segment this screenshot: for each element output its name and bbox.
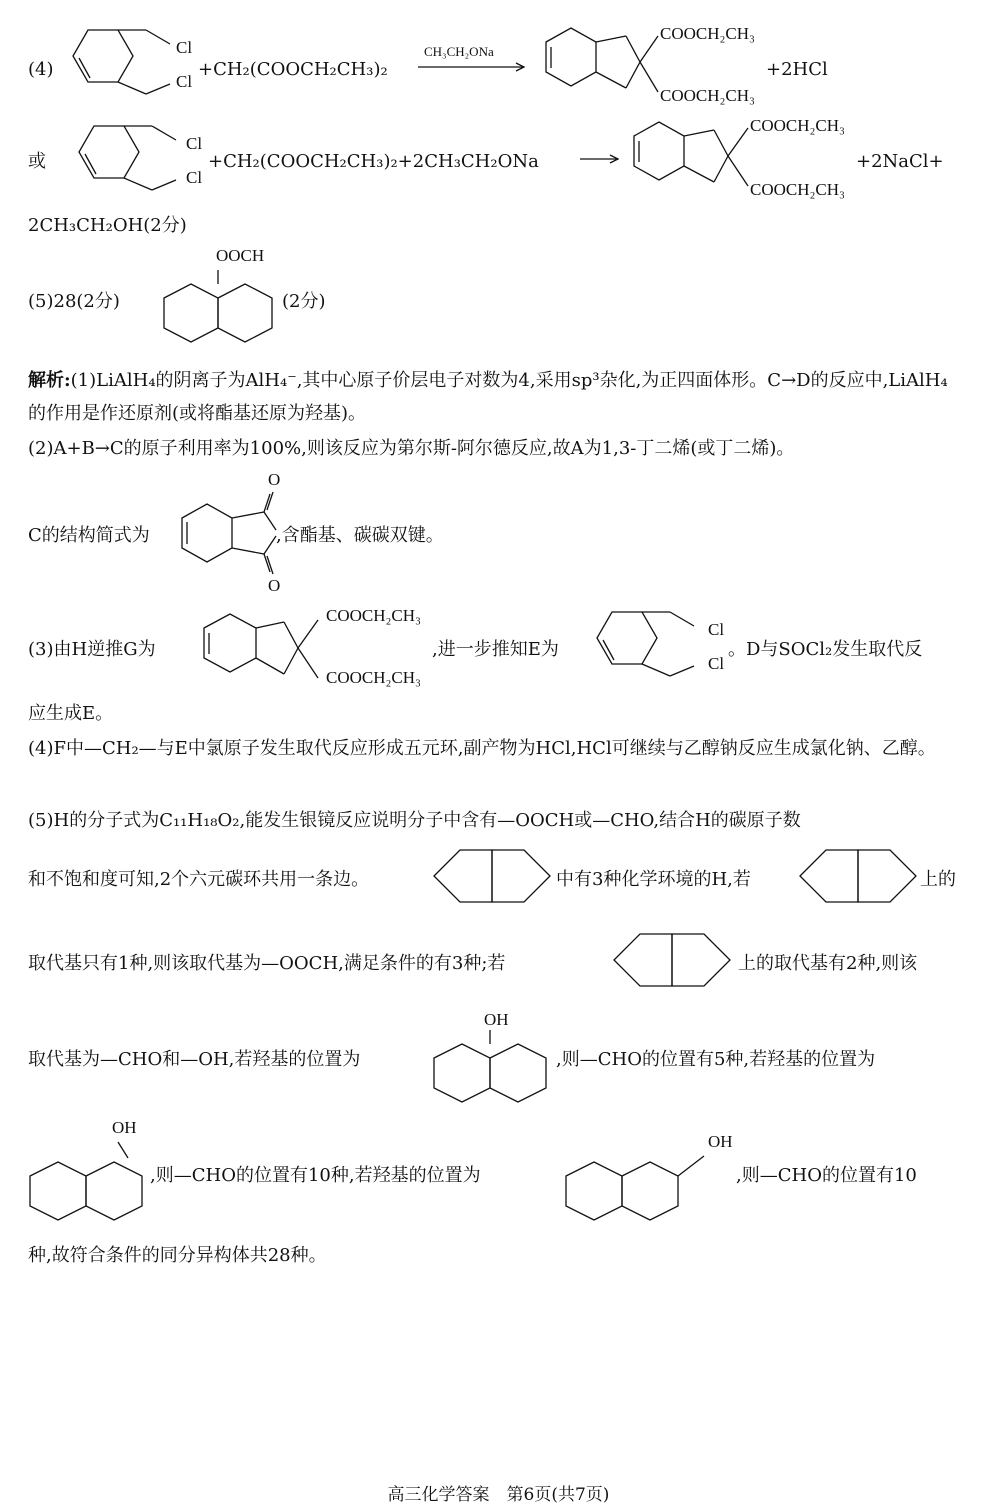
oh-label-1: OH — [484, 1010, 509, 1029]
e-cl-1: Cl — [708, 620, 725, 639]
alt-ester-label-2: COOCH₂CH₃ — [750, 180, 845, 199]
alt-reactant-e-structure — [64, 118, 204, 208]
cl-label-1: Cl — [176, 38, 193, 57]
e-cl-2: Cl — [708, 654, 725, 673]
compound-g-structure — [190, 606, 340, 700]
g-ester-1: COOCH₂CH₃ — [326, 606, 421, 625]
p5-l2-a: 取代基只有1种,则该取代基为—OOCH,满足条件的有3种;若 — [28, 953, 506, 974]
alt-cl-label-1: Cl — [186, 134, 203, 153]
malonate-text: +CH₂(COOCH₂CH₃)₂ — [198, 59, 388, 80]
plus-hcl: +2HCl — [766, 59, 828, 80]
p2-c-suffix: ,含酯基、碳碳双键。 — [276, 525, 444, 546]
compound-e-structure — [582, 604, 725, 694]
q5-answer: (5)28(2分) — [28, 291, 120, 312]
p5-l5: 种,故符合条件的同分异构体共28种。 — [28, 1245, 327, 1266]
p3-mid: ,进一步推知E为 — [432, 639, 559, 660]
c-o-top: O — [268, 470, 281, 489]
product-g-structure — [526, 22, 676, 112]
alt-product-g-structure — [614, 114, 764, 210]
cl-label-2: Cl — [176, 72, 193, 91]
alt-products-cont: 2CH₃CH₂OH(2分) — [28, 215, 187, 236]
p3-prefix: (3)由H逆推G为 — [28, 639, 156, 660]
p5-l1-a: 和不饱和度可知,2个六元碳环共用一条边。 — [28, 869, 370, 890]
alt-ester-label-1: COOCH₂CH₃ — [750, 116, 845, 135]
analysis-p1: 解析:(1)LiAlH₄的阴离子为AlH₄⁻,其中心原子价层电子对数为4,采用sp³杂化,为正四面体形。C→D的反应中,LiAlH₄的作用是作还原剂(或将酯基还原为羟基)。 — [28, 370, 948, 424]
p2-c-prefix: C的结构简式为 — [28, 525, 150, 546]
oh-label-3: OH — [708, 1132, 733, 1151]
alt-middle: +CH₂(COOCH₂CH₃)₂+2CH₃CH₂ONa — [208, 151, 539, 172]
reagent-label: CH₃CH₂ONa — [424, 44, 494, 59]
q4-label: (4) — [28, 59, 54, 80]
reactant-e-structure — [58, 22, 198, 112]
analysis-p4: (4)F中—CH₂—与E中氯原子发生取代反应形成五元环,副产物为HCl,HCl可继续与乙醇钠反应生成氯化钠、乙醇。 — [28, 738, 936, 759]
decalin-oh-bridgehead-structure — [428, 1026, 558, 1110]
page-footer: 高三化学答案 第6页(共7页) — [387, 1485, 610, 1505]
g-ester-2: COOCH₂CH₃ — [326, 668, 421, 687]
c-o-bottom: O — [268, 576, 281, 595]
p3-cont: 应生成E。 — [28, 703, 114, 724]
p5-l1-c: 上的 — [920, 869, 956, 890]
decalin-oh-alpha-structure — [24, 1132, 154, 1228]
analysis-p5: (5)H的分子式为C₁₁H₁₈O₂,能发生银镜反应说明分子中含有—OOCH或—CHO,结合H的碳原子数 — [28, 810, 801, 831]
p5-l2-b: 上的取代基有2种,则该 — [738, 953, 918, 974]
decalin-structure-2 — [796, 842, 922, 918]
reaction-arrow — [416, 60, 528, 74]
ooch-label: OOCH — [216, 246, 265, 265]
p5-l3-a: 取代基为—CHO和—OH,若羟基的位置为 — [28, 1049, 361, 1070]
alt-cl-label-2: Cl — [186, 168, 203, 187]
p5-l4-b: ,则—CHO的位置有10 — [736, 1165, 917, 1186]
p5-l1-b: 中有3种化学环境的H,若 — [556, 869, 751, 890]
decalin-oh-beta-structure — [560, 1132, 720, 1228]
q5-answer-structure — [156, 262, 286, 348]
ester-label-2: COOCH₂CH₃ — [660, 86, 755, 105]
decalin-structure-3 — [610, 926, 736, 1002]
ester-label-1: COOCH₂CH₃ — [660, 24, 755, 43]
alt-products: +2NaCl+ — [856, 151, 944, 172]
p5-l3-b: ,则—CHO的位置有5种,若羟基的位置为 — [556, 1049, 876, 1070]
p5-l4-a: ,则—CHO的位置有10种,若羟基的位置为 — [150, 1165, 481, 1186]
q5-score: (2分) — [282, 291, 326, 312]
p3-suffix: 。D与SOCl₂发生取代反 — [728, 639, 923, 660]
alt-label: 或 — [28, 151, 46, 172]
oh-label-2: OH — [112, 1118, 137, 1137]
decalin-structure-1 — [430, 842, 556, 918]
analysis-p2: (2)A+B→C的原子利用率为100%,则该反应为第尔斯-阿尔德反应,故A为1,3-丁二烯(或丁二烯)。 — [28, 438, 795, 459]
compound-c-structure — [172, 488, 292, 578]
